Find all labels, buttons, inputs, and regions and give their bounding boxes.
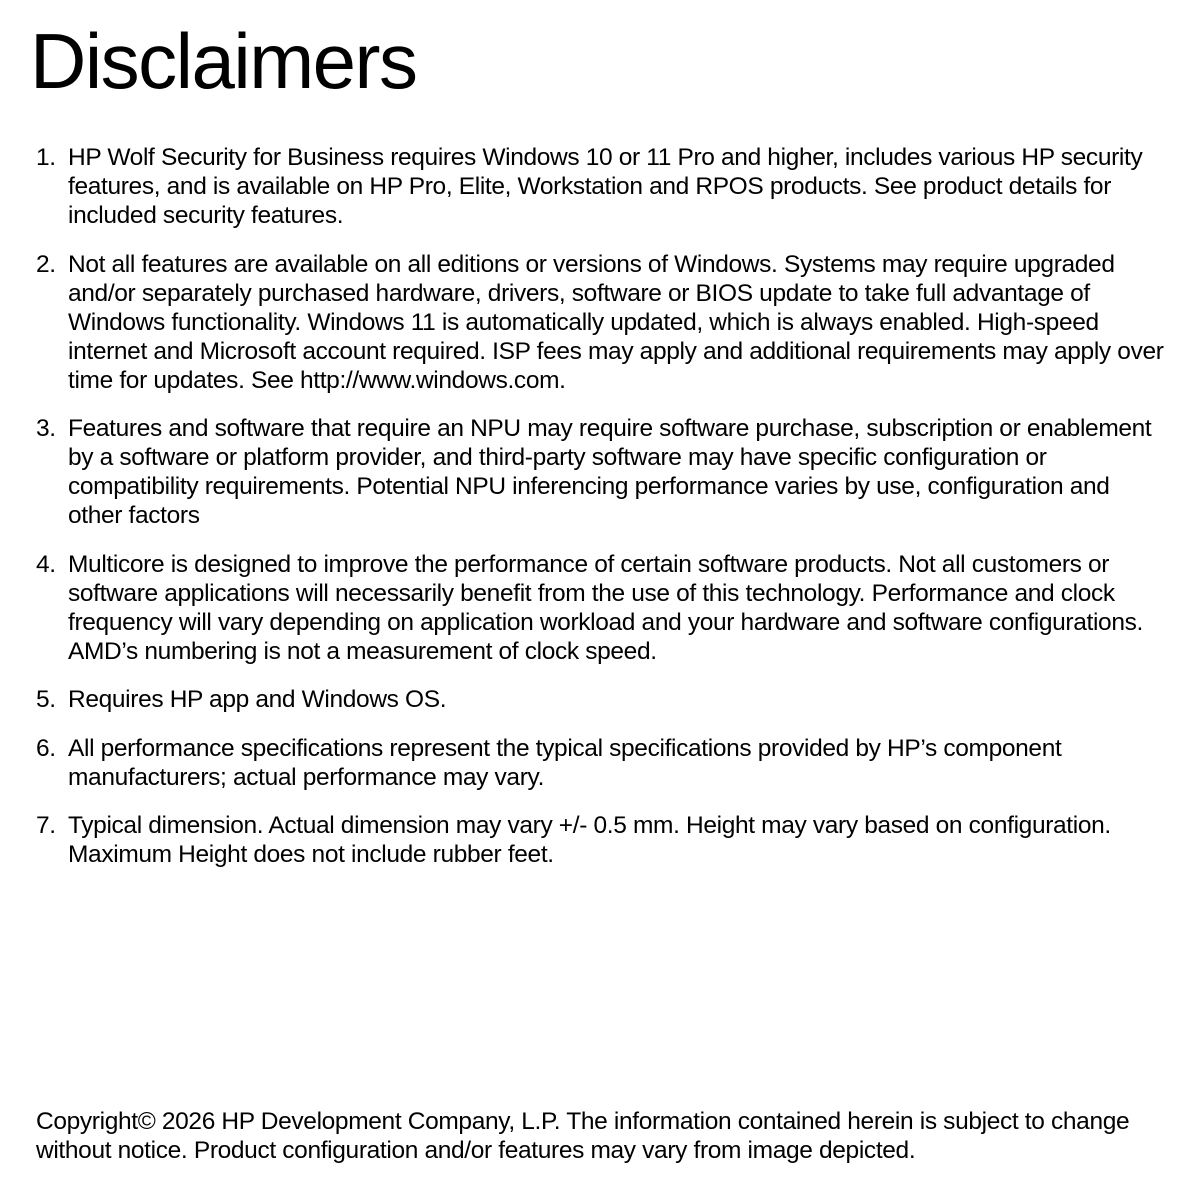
disclaimer-item	[36, 811, 1166, 869]
disclaimer-number: 3.	[36, 415, 56, 442]
disclaimer-list	[36, 143, 1166, 889]
disclaimer-item	[36, 143, 1166, 230]
disclaimer-text: Typical dimension. Actual dimension may vary +/- 0.5 mm. Height may vary based on configuration. Maximum Height does not include rubber feet.	[68, 812, 1111, 868]
disclaimer-item	[36, 414, 1166, 530]
disclaimer-number: 7.	[36, 812, 56, 839]
disclaimer-item	[36, 250, 1166, 395]
disclaimer-number: 2.	[36, 250, 56, 278]
disclaimer-item	[36, 550, 1166, 666]
disclaimer-number: 1.	[36, 144, 56, 171]
disclaimer-number: 6.	[36, 734, 56, 762]
copyright-footer: Copyright© 2026 HP Development Company, L.P. The information contained herein is subject to change without notice. Product configuration and/or features may vary from image depicted.	[36, 1108, 1130, 1164]
disclaimer-text: Multicore is designed to improve the performance of certain software products. Not all customers or software applications will necessarily benefit from the use of this technology. Performance and clock frequency will vary depending on application workload and your hardware and software configurations. AMD’s numbering is not a measurement of clock speed.	[68, 550, 1143, 665]
disclaimer-number: 4.	[36, 550, 56, 578]
disclaimer-text: Features and software that require an NPU may require software purchase, subscription or enablement by a software or platform provider, and third-party software may have specific configuration or compatibility requirements. Potential NPU inferencing performance varies by use, configuration and other factors	[68, 415, 1152, 529]
disclaimer-item	[36, 734, 1166, 792]
page-title: Disclaimers	[30, 17, 417, 105]
disclaimer-text: HP Wolf Security for Business requires Windows 10 or 11 Pro and higher, includes various HP security features, and is available on HP Pro, Elite, Workstation and RPOS products. See product details for included security features.	[68, 144, 1143, 229]
disclaimer-text: All performance specifications represent the typical specifications provided by HP’s component manufacturers; actual performance may vary.	[68, 734, 1062, 791]
disclaimer-item	[36, 685, 1166, 714]
disclaimer-number: 5.	[36, 686, 56, 713]
disclaimer-text: Not all features are available on all editions or versions of Windows. Systems may require upgraded and/or separately purchased hardware, drivers, software or BIOS update to take full advantage of Windows functionality. Windows 11 is automatically updated, which is always enabled. High-speed internet and Microsoft account required. ISP fees may apply and additional requirements may apply over time for updates. See http://www.windows.com.	[68, 250, 1164, 394]
disclaimer-text: Requires HP app and Windows OS.	[68, 686, 447, 713]
